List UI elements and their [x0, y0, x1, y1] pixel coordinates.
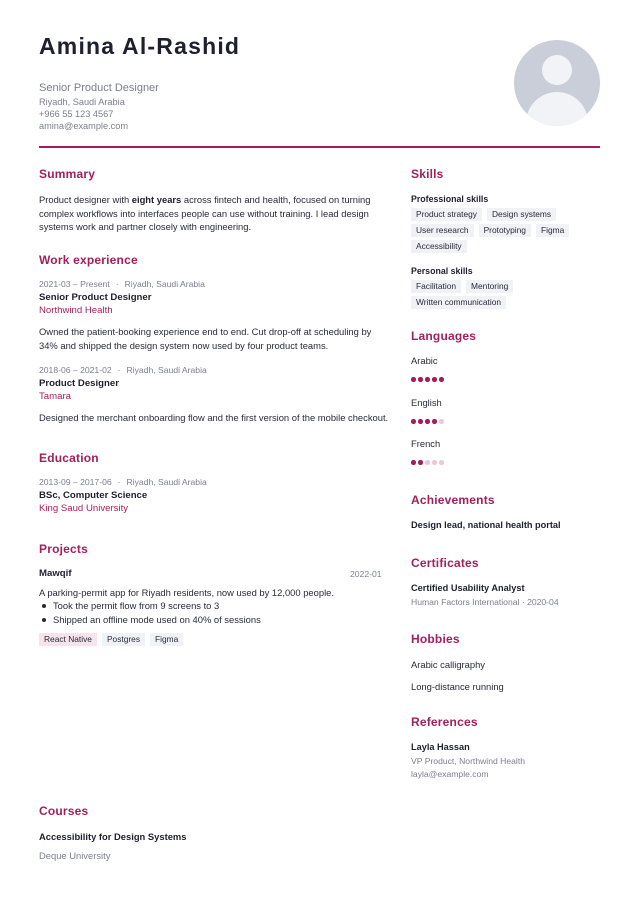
level-dot-filled	[411, 419, 416, 424]
tag: React Native	[39, 633, 97, 646]
avatar-head-shape	[542, 55, 572, 85]
avatar-body-shape	[526, 92, 588, 126]
project-bullets	[39, 599, 261, 626]
reference-name: Layla Hassan	[411, 742, 470, 752]
achievement-item: Design lead, national health portal	[411, 520, 561, 530]
languages-title: Languages	[411, 329, 477, 343]
school: King Saud University	[39, 503, 129, 514]
job-description: Designed the merchant onboarding flow and the first version of the mobile checkout.	[39, 412, 389, 423]
level-dot-filled	[418, 460, 423, 465]
course-name: Accessibility for Design Systems	[39, 831, 187, 842]
education-title: Education	[39, 451, 99, 465]
projects-title: Projects	[39, 542, 88, 556]
hobby-item: Arabic calligraphy	[411, 659, 485, 670]
courses-title: Courses	[39, 804, 89, 818]
certificates-title: Certificates	[411, 556, 479, 570]
candidate-name: Amina Al-Rashid	[39, 33, 241, 59]
language-level-dots	[411, 377, 444, 382]
skills-title: Skills	[411, 167, 444, 181]
level-dot-filled	[425, 419, 430, 424]
level-dot-empty	[425, 460, 430, 465]
header-divider	[39, 146, 600, 148]
level-dot-filled	[418, 419, 423, 424]
level-dot-empty	[432, 460, 437, 465]
skill-tag: Mentoring	[466, 280, 513, 293]
skill-tag: Figma	[536, 224, 569, 237]
skill-tag: Facilitation	[411, 280, 461, 293]
job-company: Tamara	[39, 391, 71, 402]
project-date: 2022-01	[350, 569, 382, 579]
job-description: Owned the patient-booking experience end to end. Cut drop-off at scheduling by 34% and shipped the design system now used by four product teams.	[39, 326, 372, 351]
level-dot-filled	[425, 377, 430, 382]
level-dot-filled	[418, 377, 423, 382]
tag: Postgres	[102, 633, 145, 646]
degree: BSc, Computer Science	[39, 490, 148, 501]
language-level-dots	[411, 460, 444, 465]
job-meta: 2021-03 – Present · Riyadh, Saudi Arabia	[39, 279, 205, 289]
project-tags	[39, 633, 183, 646]
course-provider: Deque University	[39, 850, 111, 861]
education-meta: 2013-09 – 2017-06 · Riyadh, Saudi Arabia	[39, 477, 207, 487]
summary-emphasis: eight years	[131, 194, 182, 205]
level-dot-filled	[432, 377, 437, 382]
job-meta: 2018-06 – 2021-02 · Riyadh, Saudi Arabia	[39, 365, 207, 375]
language-name: French	[411, 438, 441, 449]
skill-tag: Accessibility	[411, 240, 467, 253]
project-bullet: Shipped an offline mode used on 40% of sessions	[39, 613, 261, 627]
references-title: References	[411, 715, 478, 729]
level-dot-filled	[411, 460, 416, 465]
level-dot-empty	[439, 460, 444, 465]
personal-skills-label: Personal skills	[411, 266, 473, 276]
summary-title: Summary	[39, 167, 96, 181]
language-level-dots	[411, 419, 444, 424]
phone: +966 55 123 4567	[39, 109, 114, 119]
project-name: Mawqif	[39, 568, 72, 579]
tag: Figma	[150, 633, 183, 646]
level-dot-filled	[432, 419, 437, 424]
job-company: Northwind Health	[39, 305, 113, 316]
work-title: Work experience	[39, 253, 138, 267]
reference-email[interactable]: layla@example.com	[411, 769, 489, 779]
language-name: Arabic	[411, 355, 438, 366]
hobby-item: Long-distance running	[411, 681, 504, 692]
avatar	[514, 40, 600, 126]
reference-role: VP Product, Northwind Health	[411, 756, 526, 766]
summary-text: Product designer with eight years across fintech and health, focused on turning complex workflows into interfaces people can use without training. I lead design systems work and partner closely with engineering.	[39, 194, 371, 232]
language-name: English	[411, 397, 442, 408]
level-dot-filled	[411, 377, 416, 382]
skill-tag: Written communication	[411, 296, 506, 309]
project-description: A parking-permit app for Riyadh residents, now used by 12,000 people.	[39, 587, 334, 598]
personal-skills	[411, 280, 581, 309]
certificate-name: Certified Usability Analyst	[411, 583, 525, 593]
level-dot-filled	[439, 377, 444, 382]
project-bullet: Took the permit flow from 9 screens to 3	[39, 599, 261, 613]
professional-skills-label: Professional skills	[411, 194, 489, 204]
level-dot-empty	[439, 419, 444, 424]
location: Riyadh, Saudi Arabia	[39, 97, 125, 107]
hobbies-title: Hobbies	[411, 632, 460, 646]
skill-tag: User research	[411, 224, 474, 237]
headline: Senior Product Designer	[39, 82, 159, 94]
job-role: Senior Product Designer	[39, 292, 152, 303]
professional-skills	[411, 208, 601, 253]
skill-tag: Product strategy	[411, 208, 482, 221]
certificate-issuer: Human Factors International · 2020-04	[411, 597, 559, 607]
skill-tag: Prototyping	[479, 224, 531, 237]
job-role: Product Designer	[39, 378, 119, 389]
achievements-title: Achievements	[411, 493, 495, 507]
email[interactable]: amina@example.com	[39, 121, 128, 131]
skill-tag: Design systems	[487, 208, 556, 221]
